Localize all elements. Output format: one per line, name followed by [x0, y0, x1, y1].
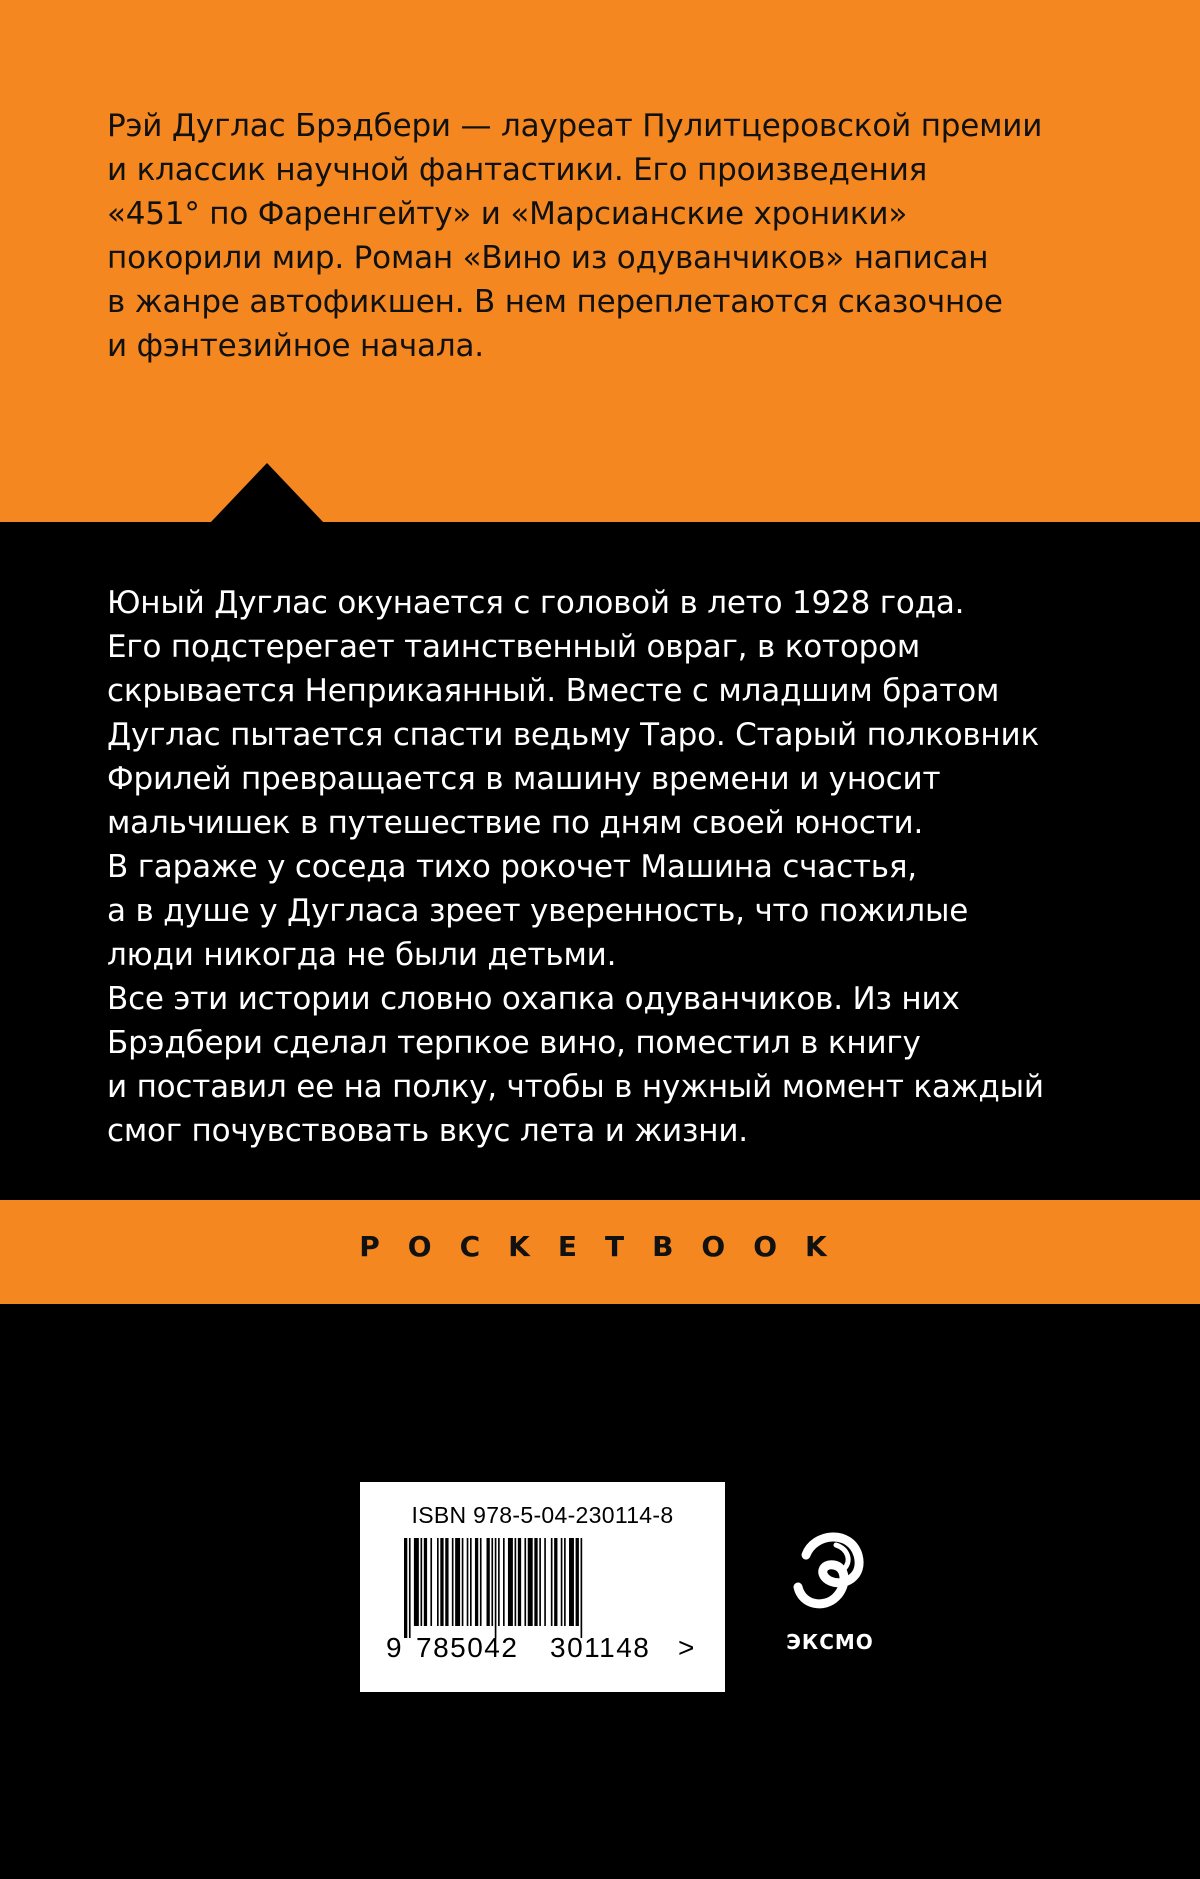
barcode-bar [421, 1538, 423, 1626]
author-blurb-line: и классик научной фантастики. Его произведения [107, 152, 928, 188]
isbn-number: ISBN 978-5-04-230114-8 [411, 1502, 674, 1528]
barcode-bar [508, 1538, 513, 1626]
author-section [0, 0, 1200, 522]
story-blurb-line: Его подстерегает таинственный овраг, в котором [107, 629, 921, 665]
story-blurb-line: мальчишек в путешествие по дням своей юности. [107, 805, 924, 841]
story-blurb [107, 581, 1044, 1153]
author-blurb-line: в жанре автофикшен. В нем переплетаются сказочное [107, 284, 1003, 320]
barcode-bar [528, 1538, 533, 1626]
barcode-bar [480, 1538, 482, 1626]
story-blurb-line: Все эти истории словно охапка одуванчиков. Из них [107, 981, 960, 1017]
barcode-bar [491, 1538, 493, 1626]
barcode-digits-left: 785042 [416, 1632, 519, 1663]
barcode-bar [576, 1538, 579, 1626]
author-blurb-line: «451° по Фаренгейту» и «Марсианские хроники» [107, 196, 908, 232]
author-blurb-line: покорили мир. Роман «Вино из одуванчиков» написан [107, 240, 989, 276]
barcode-bar [409, 1538, 411, 1638]
barcode-quiet-zone-marker: > [678, 1632, 695, 1663]
barcode-bar [414, 1538, 419, 1626]
barcode-bars [404, 1538, 644, 1638]
barcode-bar [554, 1538, 557, 1626]
barcode-bar [452, 1538, 454, 1626]
author-blurb-line: Рэй Дуглас Брэдбери — лауреат Пулитцеровской премии [107, 108, 1043, 144]
barcode-bar [462, 1538, 464, 1626]
barcode-bar [561, 1538, 563, 1626]
publisher-name: ЭКСМО [786, 1630, 874, 1654]
barcode-bar [539, 1538, 541, 1626]
barcode-bar [487, 1538, 490, 1626]
story-blurb-line: Дуглас пытается спасти ведьму Таро. Старый полковник [107, 717, 1039, 753]
author-blurb-line: и фэнтезийное начала. [107, 328, 484, 364]
series-label: POCKETBOOK [359, 1230, 855, 1263]
story-blurb-line: Юный Дуглас окунается с головой в лето 1928 года. [107, 585, 965, 621]
publisher-logo [775, 1525, 885, 1665]
barcode-bar [440, 1538, 443, 1626]
barcode-bar [569, 1538, 574, 1626]
barcode-bar [467, 1538, 469, 1626]
story-blurb-line: а в душе у Дугласа зреет уверенность, что пожилые [107, 893, 969, 929]
story-blurb-line: Фрилей превращается в машину времени и уносит [107, 761, 941, 797]
barcode-bar [581, 1538, 583, 1638]
story-blurb-line: скрывается Неприкаянный. Вместе с младшим братом [107, 673, 1000, 709]
barcode-bar [534, 1538, 537, 1626]
barcode-bar [503, 1538, 505, 1626]
section-pointer-triangle [210, 463, 324, 523]
barcode-digits-right: 301148 [550, 1632, 651, 1663]
barcode-bar [437, 1538, 439, 1626]
barcode-bar [498, 1538, 500, 1626]
story-blurb-line: Брэдбери сделал терпкое вино, поместил в книгу [107, 1025, 921, 1061]
story-blurb-line: смог почувствовать вкус лета и жизни. [107, 1113, 748, 1149]
barcode-bar [404, 1538, 407, 1638]
barcode-bar [551, 1538, 553, 1626]
barcode-bar [430, 1538, 432, 1626]
barcode-bar [524, 1538, 526, 1626]
story-blurb-line: и поставил ее на полку, чтобы в нужный момент каждый [107, 1069, 1044, 1105]
barcode-bar [445, 1538, 448, 1626]
barcode-bar [470, 1538, 472, 1626]
barcode-bar [515, 1538, 517, 1626]
isbn-barcode [360, 1482, 725, 1692]
author-blurb [107, 104, 1042, 368]
barcode-bar [455, 1538, 460, 1626]
barcode-bar [475, 1538, 478, 1626]
barcode-digit-lead: 9 [386, 1632, 402, 1663]
eksmo-logo-icon [792, 1525, 868, 1621]
barcode-bar [424, 1538, 427, 1626]
story-blurb-line: люди никогда не были детьми. [107, 937, 617, 973]
barcode-bar [564, 1538, 566, 1626]
barcode-bar [495, 1538, 497, 1638]
barcode-bar [518, 1538, 521, 1626]
barcode-bar [544, 1538, 546, 1626]
story-blurb-line: В гараже у соседа тихо рокочет Машина счастья, [107, 849, 917, 885]
